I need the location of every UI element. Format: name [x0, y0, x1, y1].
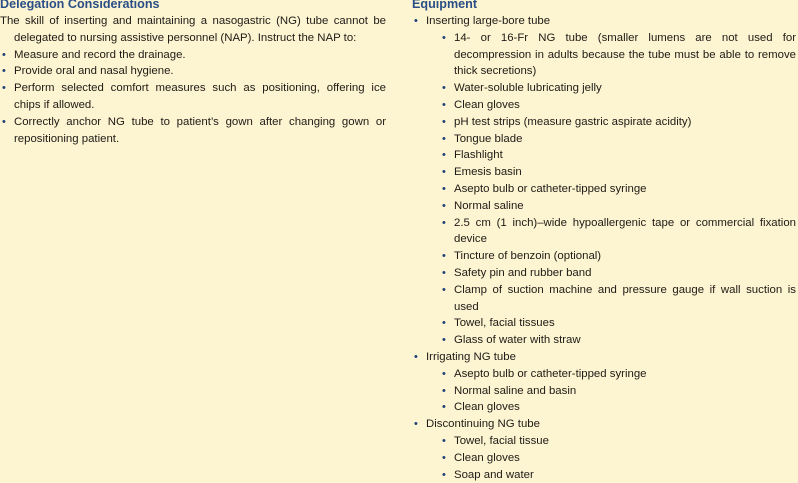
- list-item: • Water-soluble lubricating jelly: [440, 80, 796, 97]
- equipment-list: [412, 13, 796, 483]
- list-item: • Measure and record the drainage.: [0, 47, 386, 64]
- group-label: Inserting large-bore tube: [426, 15, 551, 27]
- list-item: • 14- or 16-Fr NG tube (smaller lumens are not used for decompression in adults because the tube must be able to remove thick secretions): [440, 30, 796, 80]
- delegation-list: [0, 47, 386, 148]
- list-item: • Clean gloves: [440, 450, 796, 467]
- group-label: Irrigating NG tube: [426, 350, 516, 363]
- inserting-items: [440, 30, 796, 349]
- delegation-section: [0, 0, 386, 147]
- list-item: • Towel, facial tissue: [440, 433, 796, 450]
- list-item: • Towel, facial tissues: [440, 315, 796, 332]
- list-item: • Clamp of suction machine and pressure gauge if wall suction is used: [440, 282, 796, 316]
- list-item: • Asepto bulb or catheter-tipped syringe: [440, 366, 796, 383]
- equipment-group-discontinuing: [412, 416, 796, 483]
- list-item: • pH test strips (measure gastric aspirate acidity): [440, 114, 796, 131]
- list-item: • Tongue blade: [440, 131, 796, 148]
- list-item: • Clean gloves: [440, 399, 796, 416]
- list-item: • Soap and water: [440, 467, 796, 483]
- list-item: • Correctly anchor NG tube to patient’s gown after changing gown or repositioning patient.: [0, 114, 386, 148]
- equipment-group-irrigating: [412, 349, 796, 416]
- list-item: • Asepto bulb or catheter-tipped syringe: [440, 181, 796, 198]
- equipment-heading: Equipment: [412, 0, 478, 11]
- group-label: Discontinuing NG tube: [426, 418, 540, 431]
- list-item: • Normal saline: [440, 198, 796, 215]
- list-item: • Flashlight: [440, 147, 796, 164]
- delegation-intro: The skill of inserting and maintaining a nasogastric (NG) tube cannot be delegated to nursing assistive personnel (NAP). Instruct the NAP to:: [0, 15, 386, 44]
- list-item: • Perform selected comfort measures such as positioning, offering ice chips if allowed.: [0, 80, 386, 114]
- equipment-group-inserting: [412, 13, 796, 349]
- delegation-heading: Delegation Considerations: [0, 0, 160, 11]
- equipment-section: [412, 0, 796, 483]
- list-item: • Normal saline and basin: [440, 383, 796, 400]
- list-item: • Emesis basin: [440, 164, 796, 181]
- list-item: • 2.5 cm (1 inch)–wide hypoallergenic tape or commercial fixation device: [440, 215, 796, 249]
- list-item: • Clean gloves: [440, 97, 796, 114]
- list-item: • Provide oral and nasal hygiene.: [0, 63, 386, 80]
- list-item: • Glass of water with straw: [440, 332, 796, 349]
- discontinuing-items: [440, 433, 796, 483]
- list-item: • Safety pin and rubber band: [440, 265, 796, 282]
- irrigating-items: [440, 366, 796, 416]
- list-item: • Tincture of benzoin (optional): [440, 248, 796, 265]
